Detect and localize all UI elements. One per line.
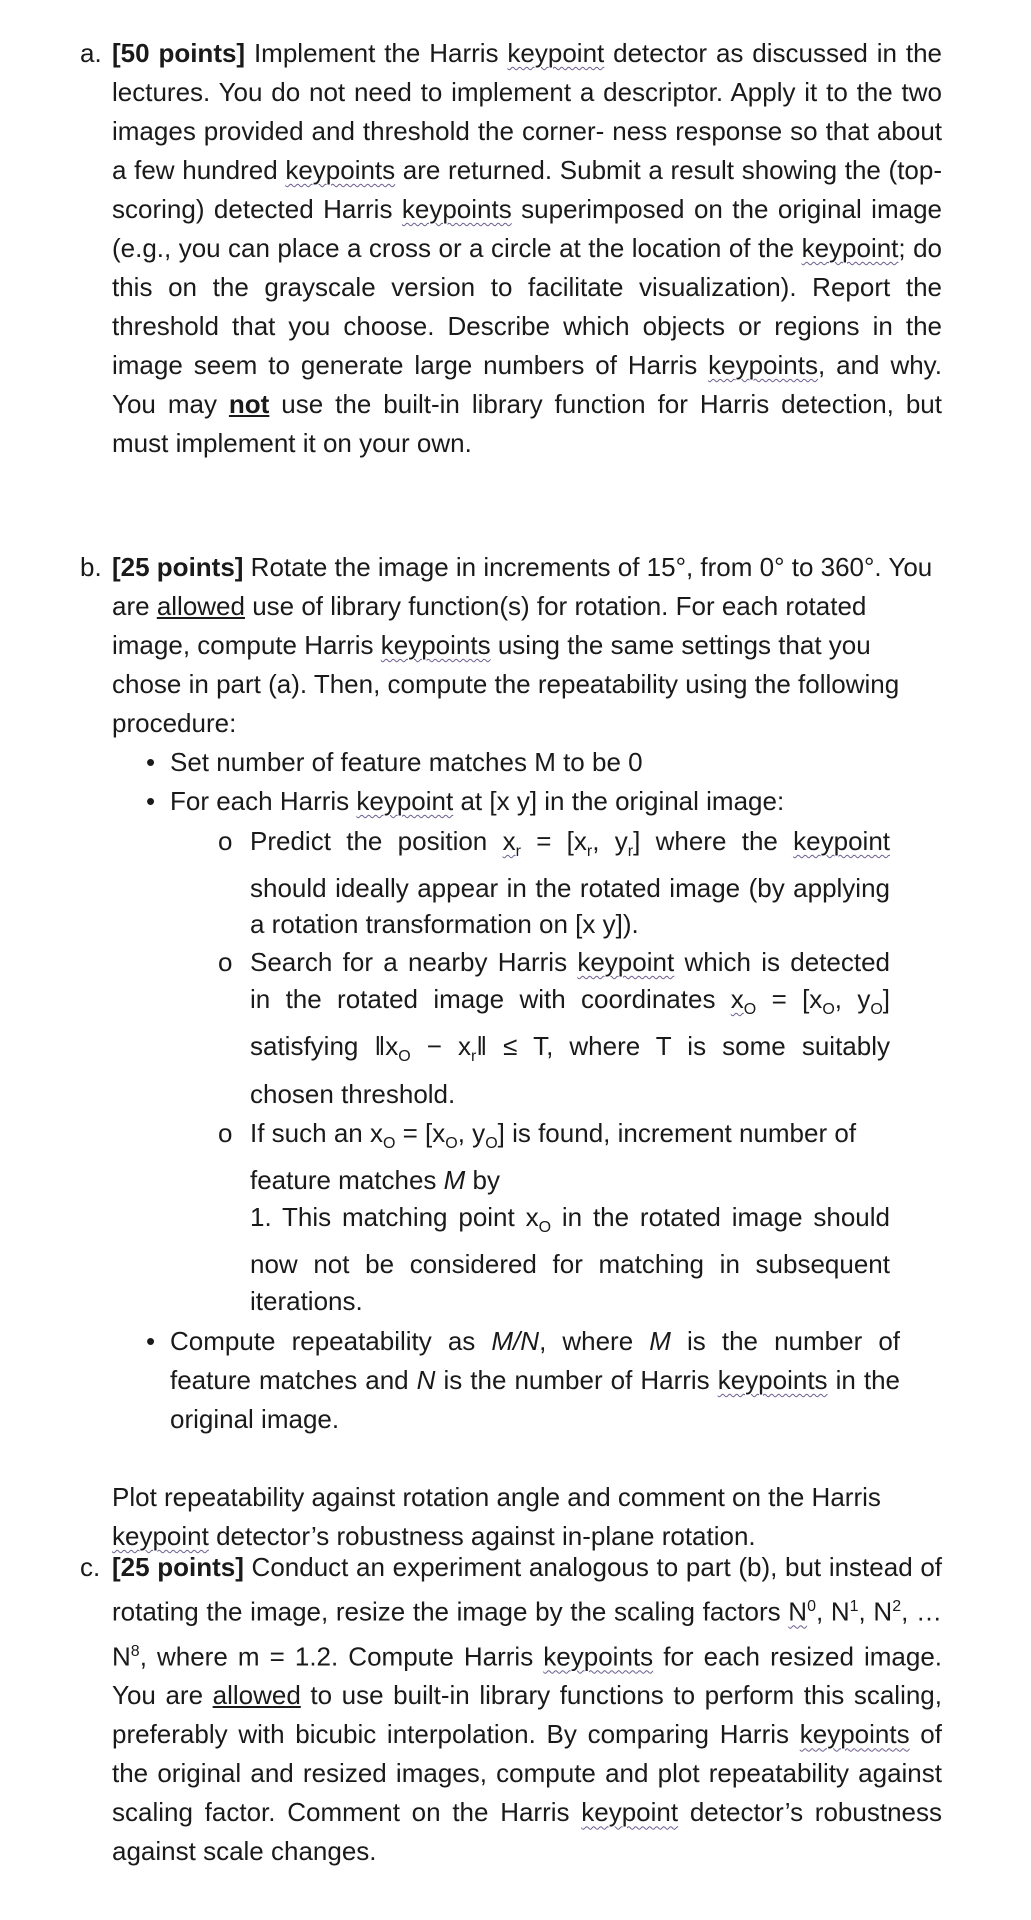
part-c-keyword: keypoints [543,1641,654,1672]
sub-step-text: = [ [520,826,574,856]
plot-text: Plot repeatability against rotation angle and comment on the Harris [112,1481,881,1512]
math-sub: r [515,843,521,861]
part-a-keyword: keypoints [285,155,396,185]
sub-step [218,823,891,942]
procedure-item-text: For each Harris [170,786,357,816]
sub-step-keyword: keypoint [793,826,891,856]
part-b-text-3: using the same settings that you chose in part (a). Then, compute the repeatability using the following procedure: [112,630,900,738]
math-sub: O [822,1001,835,1019]
math-sub: O [485,1134,498,1152]
math-sub: O [445,1134,458,1152]
plot-keyword: keypoint [112,1520,209,1551]
sub-step-text: = [x [395,1117,446,1148]
math-sup: 1 [849,1598,859,1615]
part-c-keyword: keypoint [581,1797,679,1828]
part-a-keyword: keypoints [708,350,818,380]
sub-step-text: , y [457,1117,486,1148]
sub-step [218,1115,930,1320]
part-c-text-3: , N [858,1596,893,1627]
sub-steps [218,823,891,1320]
part-a-text-7: use the built-in library function for Harris detection, but must implement it on your own. [112,389,942,458]
math-sub: r [627,843,634,861]
procedure-item-text: , where [539,1325,650,1356]
sub-step-text: Search for a nearby Harris [250,947,578,978]
part-b-text [112,548,942,743]
part-a-not-emphasis: not [228,389,270,419]
procedure-item [146,1322,901,1439]
plot-text: detector’s robustness against in-plane rotation. [208,1520,756,1551]
math-sub: O [538,1218,552,1236]
math-var: , y [592,826,628,856]
part-a-points: [50 points] [112,38,246,68]
part-b-keyword: keypoints [380,630,491,660]
sub-step-text: ] where the [633,826,794,856]
procedure-keyword: keypoints [717,1364,828,1395]
part-a-text-2: detector as discussed in the lectures. You do not need to implement a descriptor. Apply it to the two images provided and threshold the corner- ness response so that about a few hundred [112,38,942,185]
part-b-plot-instruction [112,1478,912,1556]
sub-step-text: which is detected in the rotated image with coordinates [250,947,890,1015]
math-sup: 8 [130,1642,140,1660]
part-c-text-5: , where m = 1.2. Compute Harris [139,1641,544,1672]
part-a-marker: a. [80,38,102,68]
procedure-item-text: Compute repeatability as [170,1325,492,1356]
bullet-icon: • [146,1325,156,1356]
math-var: , y [834,984,871,1015]
part-c-text-1: Conduct an experiment analogous to part (b), but instead of rotating the image, resize the image by the scaling factors [112,1552,942,1627]
math-var: x [730,984,744,1015]
sub-step-text: If such an x [250,1117,383,1148]
math-sub: O [870,1001,883,1019]
part-c-text-4: , … N [112,1596,942,1672]
part-c-text-6: for each resized image. You are [112,1641,943,1711]
procedure-item [146,743,942,782]
sub-step-text: ] is found, increment number of feature matches [250,1117,857,1195]
procedure-list [146,743,942,1439]
math-var: = [x [756,984,823,1015]
part-c-keyword: keypoints [799,1719,910,1750]
procedure-item [146,782,942,1320]
math-var: x [502,826,516,856]
procedure-item-text: is the number of Harris [435,1364,718,1395]
part-a-text-5: ; do this on the grayscale version to facilitate visualization). Report the threshold that you choose. Describe which objects or regions in the image seem to generate large numbers of Harris [112,233,942,380]
part-c-allowed: allowed [212,1680,301,1711]
math-var: x [573,826,587,856]
part-c-text-9: detector’s robustness against scale changes. [112,1797,942,1867]
procedure-item-text: in the original image. [170,1364,900,1434]
part-c-points: [25 points] [112,1552,244,1582]
sub-step-text: should ideally appear in the rotated image (by applying a rotation transformation on [x y]). [250,873,890,940]
part-c-text-2: , N [815,1596,850,1627]
part-a-text-1: Implement the Harris [245,38,508,68]
part-c-text-8: of the original and resized images, compute and plot repeatability against scaling factor. Comment on the Harris [112,1719,942,1828]
part-b-marker: b. [80,552,102,582]
part-a-text-3: are returned. Submit a result showing the (top-scoring) detected Harris [112,155,942,224]
part-a-text [112,34,942,463]
sub-step-continuation [250,1199,890,1320]
sub-step-text: − x [410,1031,472,1062]
math-var: M [443,1164,466,1195]
math-sub: r [471,1048,477,1066]
sub-step [218,944,891,1112]
part-b-allowed: allowed [156,591,245,621]
procedure-item-text: at [x y] in the original image: [453,786,785,816]
part-b-text-2: use of library function(s) for rotation. For each rotated image, compute Harris [112,591,867,660]
math-sub: r [586,843,593,861]
part-c [80,1548,943,1871]
part-b [80,548,942,1556]
bullet-icon: • [146,786,156,816]
part-a-text-4: superimposed on the original image (e.g., you can place a cross or a circle at the location of the [112,194,942,263]
math-var: N [788,1596,808,1627]
math-var: N [416,1364,436,1395]
math-sub: O [398,1048,411,1066]
part-a-keyword: keypoint [801,233,899,263]
part-c-marker: c. [80,1552,101,1582]
part-a-text-6: , and why. You may [112,350,942,419]
circle-bullet-icon: o [218,826,233,856]
math-sup: 2 [892,1598,902,1615]
procedure-item-text: is the number of feature matches and [170,1325,901,1395]
math-var: M [649,1325,671,1356]
procedure-keyword: keypoint [356,786,454,816]
part-b-points: [25 points] [112,552,244,582]
part-c-text [112,1548,942,1871]
circle-bullet-icon: o [218,1117,233,1148]
math-sub: O [382,1134,396,1152]
math-var: M/N [491,1325,540,1356]
sub-step-text: 1. This matching point x [250,1201,539,1232]
part-a [80,34,942,463]
sub-step-keyword: keypoint [577,947,675,978]
part-a-keyword: keypoints [401,194,512,224]
sub-step-text: ‖ ≤ T, where T is some suitably chosen threshold. [250,1031,890,1109]
sub-step-text: ] satisfying ‖x [250,984,891,1062]
part-b-text-1: Rotate the image in increments of 15°, from 0° to 360°. You are [112,552,933,621]
sub-step-text: by [465,1164,501,1195]
procedure-item-text: Set number of feature matches M to be 0 [170,747,643,777]
part-c-text-7: to use built-in library functions to perform this scaling, preferably with bicubic interpolation. By comparing Harris [112,1680,942,1750]
math-sup: 0 [807,1598,816,1615]
circle-bullet-icon: o [218,947,233,978]
bullet-icon: • [146,747,156,777]
sub-step-text: Predict the position [250,826,503,856]
part-a-keyword: keypoint [507,38,605,68]
math-sub: O [743,1001,757,1019]
sub-step-text: in the rotated image should now not be considered for matching in subsequent iterations. [250,1201,890,1316]
